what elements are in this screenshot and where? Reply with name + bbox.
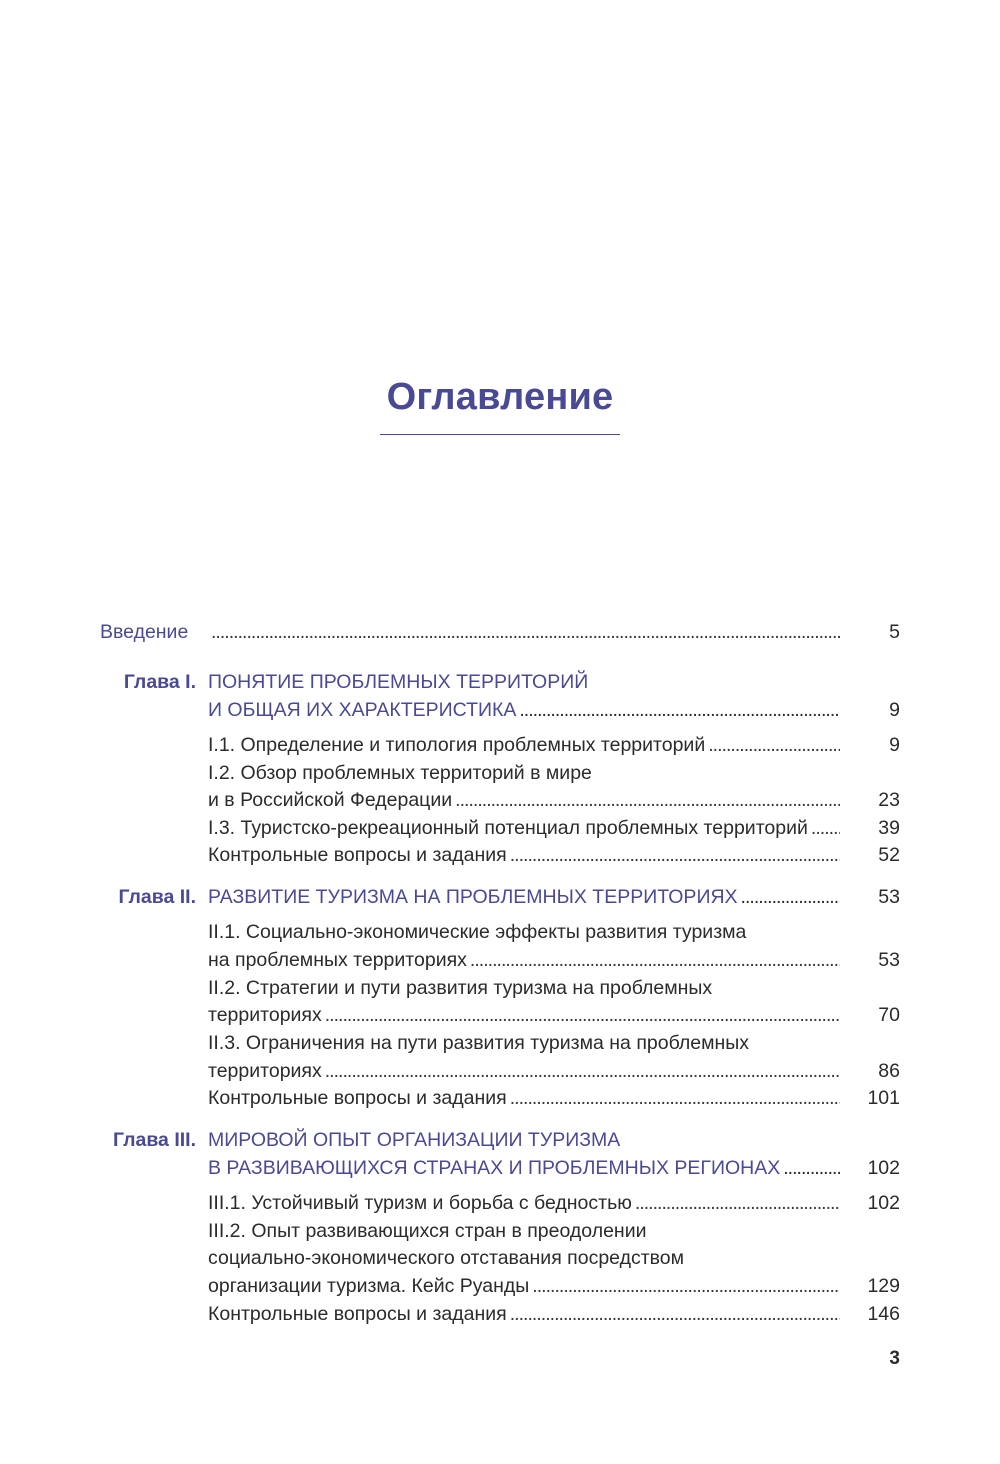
toc-entry-2-questions[interactable]	[208, 1084, 840, 1112]
toc-entry-text: территориях	[208, 1060, 322, 1082]
toc-entry-text: Контрольные вопросы и задания	[208, 1303, 507, 1325]
toc-intro-label[interactable]: Введение	[100, 621, 189, 643]
toc-entry-2-1-line1[interactable]: II.1. Социально-экономические эффекты развития туризма	[208, 921, 747, 943]
chapter-2-label: Глава II.	[118, 886, 196, 908]
toc-intro-page: 5	[889, 621, 900, 643]
toc-entry-2-3-line1[interactable]: II.3. Ограничения на пути развития туризма на проблемных	[208, 1032, 750, 1054]
toc-entry-3-1[interactable]	[208, 1189, 840, 1217]
chapter-2-page: 53	[878, 886, 900, 908]
toc-entry-2-1[interactable]	[208, 946, 840, 974]
toc-entry-2-3[interactable]	[208, 1057, 840, 1085]
toc-entry-1-3[interactable]	[208, 814, 840, 842]
toc-entry-page: 9	[889, 734, 900, 756]
toc-entry-page: 39	[878, 817, 900, 839]
chapter-1-page: 9	[889, 699, 900, 721]
toc-entry-1-1[interactable]	[208, 731, 840, 759]
chapter-1-title-line2-text: И ОБЩАЯ ИХ ХАРАКТЕРИСТИКА	[208, 699, 517, 721]
chapter-1-title-line2[interactable]	[208, 696, 840, 724]
toc-entry-1-questions[interactable]	[208, 841, 840, 869]
toc-entry-page: 23	[878, 789, 900, 811]
title-underline	[380, 434, 620, 435]
page-number: 3	[889, 1348, 900, 1369]
chapter-1-label: Глава I.	[123, 671, 196, 693]
toc-entry-text: I.1. Определение и типология проблемных территорий	[208, 734, 706, 756]
toc-entry-1-2[interactable]	[208, 786, 840, 814]
toc-entry-2-2[interactable]	[208, 1001, 840, 1029]
chapter-3-title-line2[interactable]	[208, 1154, 840, 1182]
toc-intro-leader	[208, 618, 840, 646]
chapter-3-label: Глава III.	[113, 1129, 196, 1151]
toc-entry-text: территориях	[208, 1004, 322, 1026]
toc-entry-page: 146	[867, 1303, 900, 1325]
chapter-2-title[interactable]	[208, 883, 840, 911]
toc-entry-text: Контрольные вопросы и задания	[208, 1087, 507, 1109]
toc-entry-page: 101	[867, 1087, 900, 1109]
toc-entry-text: и в Российской Федерации	[208, 789, 453, 811]
chapter-1-title-line1[interactable]: ПОНЯТИЕ ПРОБЛЕМНЫХ ТЕРРИТОРИЙ	[208, 671, 589, 693]
toc-entry-text: организации туризма. Кейс Руанды	[208, 1275, 530, 1297]
chapter-3-title-line2-text: В РАЗВИВАЮЩИХСЯ СТРАНАХ И ПРОБЛЕМНЫХ РЕГИОНАХ	[208, 1157, 781, 1179]
toc-entry-text: I.3. Туристско-рекреационный потенциал проблемных территорий	[208, 817, 808, 839]
toc-entry-3-questions[interactable]	[208, 1300, 840, 1328]
chapter-3-title-line1[interactable]: МИРОВОЙ ОПЫТ ОРГАНИЗАЦИИ ТУРИЗМА	[208, 1129, 621, 1151]
page-title: Оглавление	[386, 376, 614, 418]
toc-entry-text: на проблемных территориях	[208, 949, 467, 971]
chapter-2-title-text: РАЗВИТИЕ ТУРИЗМА НА ПРОБЛЕМНЫХ ТЕРРИТОРИЯХ	[208, 886, 738, 908]
toc-entry-page: 53	[878, 949, 900, 971]
toc-entry-page: 70	[878, 1004, 900, 1026]
toc-entry-page: 86	[878, 1060, 900, 1082]
toc-entry-text: III.1. Устойчивый туризм и борьба с бедностью	[208, 1192, 632, 1214]
toc-entry-text: Контрольные вопросы и задания	[208, 844, 507, 866]
toc-entry-3-2-line1[interactable]: III.2. Опыт развивающихся стран в преодолении	[208, 1220, 647, 1242]
toc-entry-2-2-line1[interactable]: II.2. Стратегии и пути развития туризма на проблемных	[208, 977, 713, 999]
toc-entry-page: 129	[867, 1275, 900, 1297]
toc-entry-1-2-line1[interactable]: I.2. Обзор проблемных территорий в мире	[208, 762, 592, 784]
chapter-3-page: 102	[867, 1157, 900, 1179]
toc-entry-page: 52	[878, 844, 900, 866]
toc-entry-3-2[interactable]	[208, 1272, 840, 1300]
toc-entry-3-2-line2[interactable]: социально-экономического отставания посредством	[208, 1247, 685, 1269]
toc-entry-page: 102	[867, 1192, 900, 1214]
